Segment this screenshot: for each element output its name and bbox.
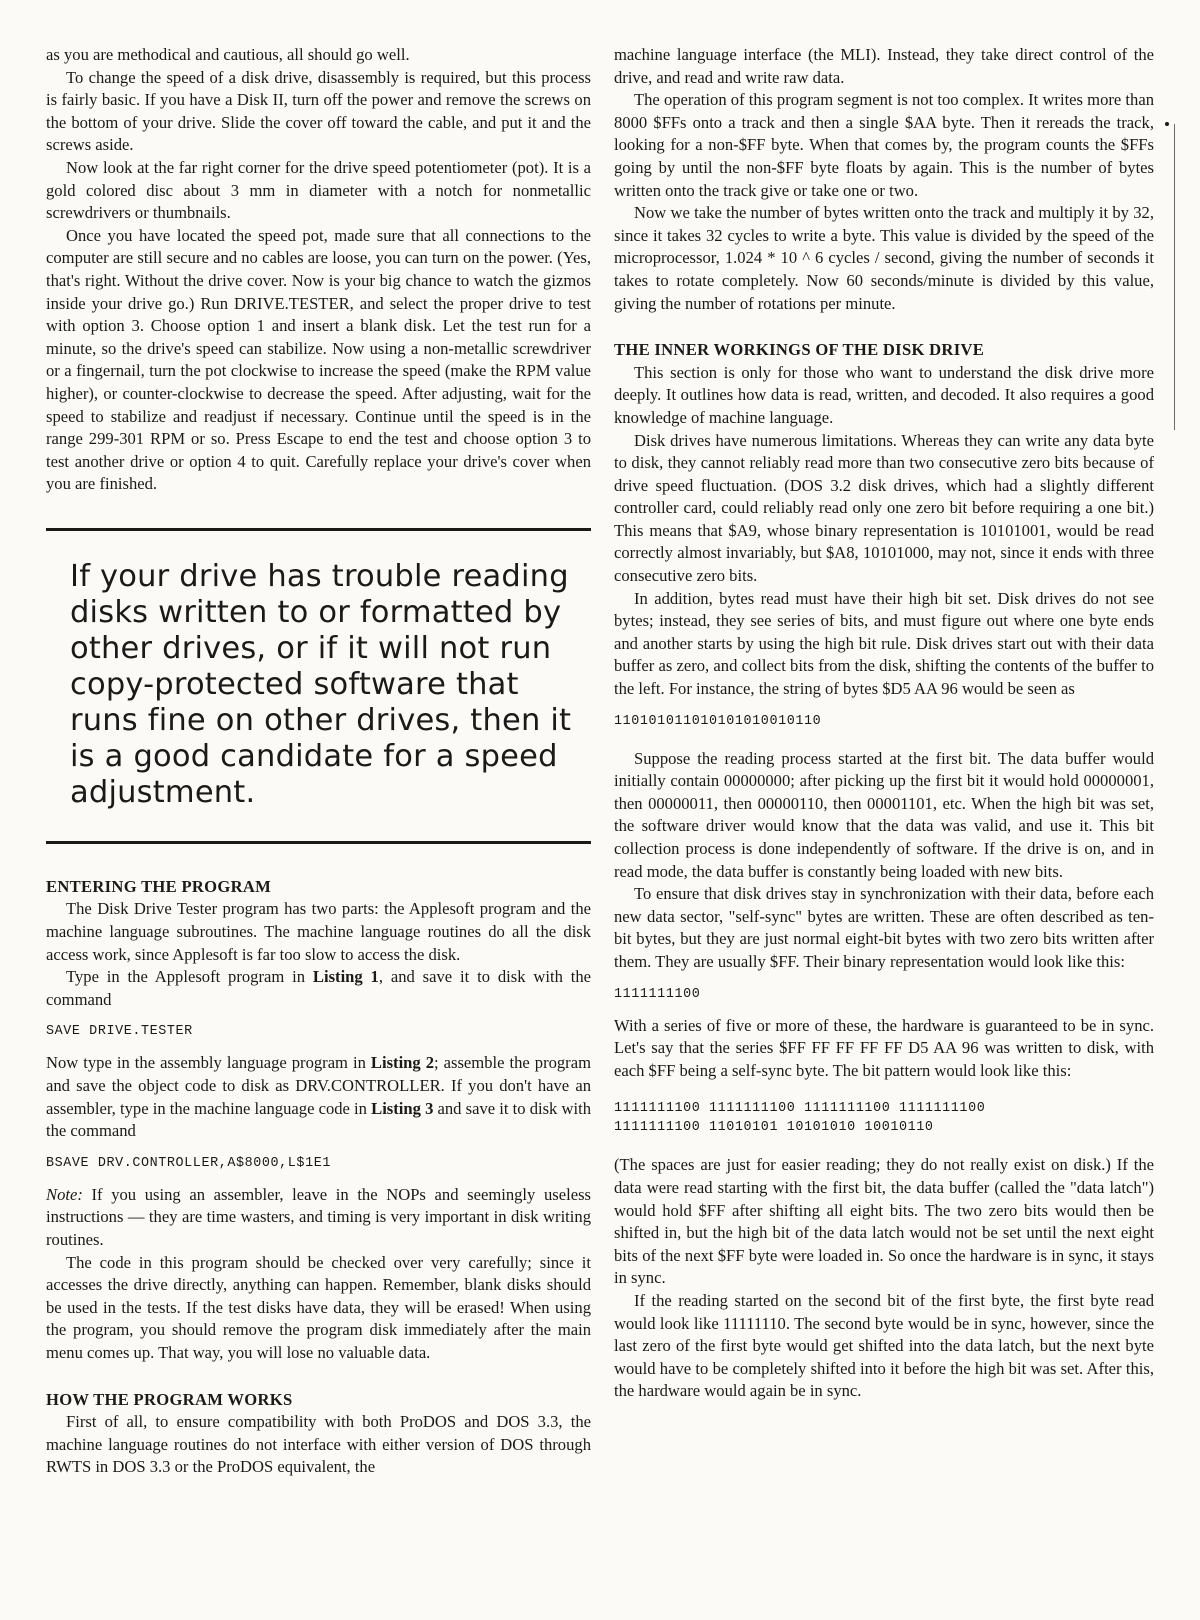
- paragraph: as you are methodical and cautious, all should go well.: [46, 45, 410, 64]
- text-run: and save it to disk with the command: [46, 1098, 592, 1141]
- paragraph: [46, 1184, 591, 1252]
- paragraph: Suppose the reading process started at the first bit. The data buffer would initially contain 00000000; after picking up the first bit it would hold 00000001, then 00000011, then 00000110, then 00001101, etc. When the high bit was set, the software driver would know that the data was valid, and use it. This bit collection process is done independently of software. If the drive is on, and in read mode, the data buffer is constantly being loaded with new bits.: [614, 748, 1154, 881]
- paragraph: To ensure that disk drives stay in synchronization with their data, before each new data sector, "self-sync" bytes are written. These are often described as ten-bit bytes, but they are just normal eight-bit bytes with two zero bits written after them. They are usually $FF. Their binary representation would look like this:: [614, 884, 1154, 971]
- section-heading-inner: THE INNER WORKINGS OF THE DISK DRIVE: [614, 340, 985, 360]
- paragraph: With a series of five or more of these, the hardware is guaranteed to be in sync. Let's say that the series $FF FF FF FF FF D5 AA 96 was written to disk, with each $FF being a self-sync byte. The bit pattern would look like this:: [614, 1015, 1154, 1080]
- paragraph: The operation of this program segment is not too complex. It writes more than 8000 $FFs onto a track and then a single $AA byte. Then it rereads the track, looking for a non-$FF byte. When that comes by, the program counts the $FFs going by until the non-$FF byte floats by again. This is the number of bytes written onto the track give or take one or two.: [614, 90, 1154, 200]
- right-column: [614, 44, 1154, 1403]
- code-line: 1111111100 1111111100 1111111100 1111111100: [614, 1101, 986, 1117]
- paragraph: [46, 1052, 591, 1142]
- text-run: If you using an assembler, leave in the NOPs and seemingly useless instructions — they are time wasters, and timing is very important in disk writing routines.: [46, 1184, 591, 1249]
- text-run: ; assemble the program and save the object code to disk as DRV.CONTROLLER. If you don't have an assembler, type in the machine language code in: [46, 1053, 591, 1118]
- pull-quote-text: If your drive has trouble reading disks written to or formatted by other drives, or if it will not run copy-protected software that runs fine on other drives, then it is a good candidate for a speed adjustment.: [70, 558, 572, 810]
- code-line: 110101011010101010010110: [614, 713, 822, 729]
- paragraph: The Disk Drive Tester program has two parts: the Applesoft program and the machine language subroutines. The machine language routines do all the disk access work, since Applesoft is far too slow to access the disk.: [46, 899, 591, 964]
- margin-rule: [1174, 124, 1175, 430]
- listing-ref: Listing 3: [371, 1098, 434, 1118]
- paragraph: [46, 966, 591, 1011]
- text-run: , and save it to disk with the command: [46, 967, 591, 1009]
- paragraph: (The spaces are just for easier reading; they do not really exist on disk.) If the data were read starting with the first bit, the data buffer (called the "data latch") would hold $FF after shifting all eight bits. The two zero bits would then be shifted in, but the high bit of the data latch would not be set until the next eight bits of the next $FF byte were loaded in. So once the hardware is in sync, it stays in sync.: [614, 1155, 1154, 1288]
- paragraph: Now we take the number of bytes written onto the track and multiply it by 32, since it takes 32 cycles to write a byte. This value is divided by the speed of the microprocessor, 1.024 * 10 ^ 6 cycles / second, giving the number of seconds it takes to rotate completely. Now 60 seconds/minute is divided by this value, giving the number of rotations per minute.: [614, 203, 1154, 313]
- listing-ref: Listing 2: [370, 1053, 435, 1073]
- code-line: 1111111100: [614, 986, 701, 1002]
- listing-ref: Listing 1: [312, 967, 379, 987]
- paragraph: In addition, bytes read must have their high bit set. Disk drives do not see bytes; instead, they see series of bits, and must figure out where one byte ends and another starts by using the high bit rule. Disk drives start out with their data buffer as zero, and collect bits from the disk, shifting the contents of the buffer to the left. For instance, the string of bytes $D5 AA 96 would be seen as: [614, 588, 1154, 699]
- code-line: BSAVE DRV.CONTROLLER,A$8000,L$1E1: [46, 1155, 331, 1171]
- left-column: [46, 44, 591, 1479]
- paragraph: This section is only for those who want to understand the disk drive more deeply. It outlines how data is read, written, and decoded. It also requires a good knowledge of machine language.: [614, 362, 1154, 427]
- paragraph: First of all, to ensure compatibility with both ProDOS and DOS 3.3, the machine language routines do not interface with either version of DOS through RWTS in DOS 3.3 or the ProDOS equivalent, the: [46, 1412, 591, 1477]
- text-run: Now type in the assembly language program in: [46, 1053, 371, 1073]
- paragraph: Once you have located the speed pot, made sure that all connections to the computer are still secure and no cables are loose, you can turn on the power. (Yes, that's right. Without the drive cover. Now is your big chance to watch the gizmos inside your drive go.) Run DRIVE.TESTER, and select the proper drive to test with option 3. Choose option 1 and insert a blank disk. Let the test run for a minute, so the drive's speed can stabilize. Now using a non-metallic screwdriver or a fingernail, turn the pot clockwise to increase the speed (make the RPM value higher), or counter-clockwise to decrease the speed. After adjusting, wait for the speed to stabilize and readjust if necessary. Continue until the speed is in the range 299-301 RPM or so. Press Escape to end the test and choose option 3 to test another drive or option 4 to quit. Carefully replace your drive's cover when you are finished.: [46, 225, 591, 494]
- note-label: Note:: [46, 1184, 83, 1204]
- paragraph: machine language interface (the MLI). Instead, they take direct control of the drive, and read and write raw data.: [614, 45, 1154, 87]
- section-heading-entering: ENTERING THE PROGRAM: [46, 876, 272, 896]
- text-run: Type in the Applesoft program in: [66, 967, 313, 987]
- paragraph: If the reading started on the second bit of the first byte, the first byte read would look like 11111110. The second byte would be in sync, however, since the last zero of the first byte would get shifted into the data latch, but the next byte would have to be completely shifted into it before the high bit was set. After this, the hardware would again be in sync.: [614, 1290, 1154, 1401]
- section-heading-how: HOW THE PROGRAM WORKS: [46, 1389, 293, 1409]
- paragraph: Disk drives have numerous limitations. Whereas they can write any data byte to disk, they cannot reliably read more than two consecutive zero bits because of drive speed fluctuation. (DOS 3.2 disk drives, which had a slightly different controller card, could reliably read only one zero bit before requiring a one bit.) This means that $A9, whose binary representation is 10101001, would be read correctly almost invariably, but $A8, 10101000, may not, since it ends with three consecutive zero bits.: [614, 430, 1154, 586]
- paragraph: Now look at the far right corner for the drive speed potentiometer (pot). It is a gold colored disc about 3 mm in diameter with a notch for nonmetallic screwdrivers or thumbnails.: [46, 157, 591, 223]
- code-line: SAVE DRIVE.TESTER: [46, 1024, 193, 1040]
- code-line: 1111111100 11010101 10101010 10010110: [614, 1120, 934, 1136]
- paragraph: To change the speed of a disk drive, disassembly is required, but this process is fairly basic. If you have a Disk II, turn off the power and remove the screws on the bottom of your drive. Slide the cover off toward the cable, and put it and the screws aside.: [46, 67, 591, 155]
- pull-quote: [46, 528, 591, 844]
- paragraph: The code in this program should be checked over very carefully; since it accesses the drive directly, anything can happen. Remember, blank disks should be used in the tests. If the test disks have data, they will be erased! When using the program, you should remove the program disk immediately after the main menu comes up. That way, you will lose no valuable data.: [46, 1252, 591, 1362]
- margin-dot: [1165, 122, 1169, 126]
